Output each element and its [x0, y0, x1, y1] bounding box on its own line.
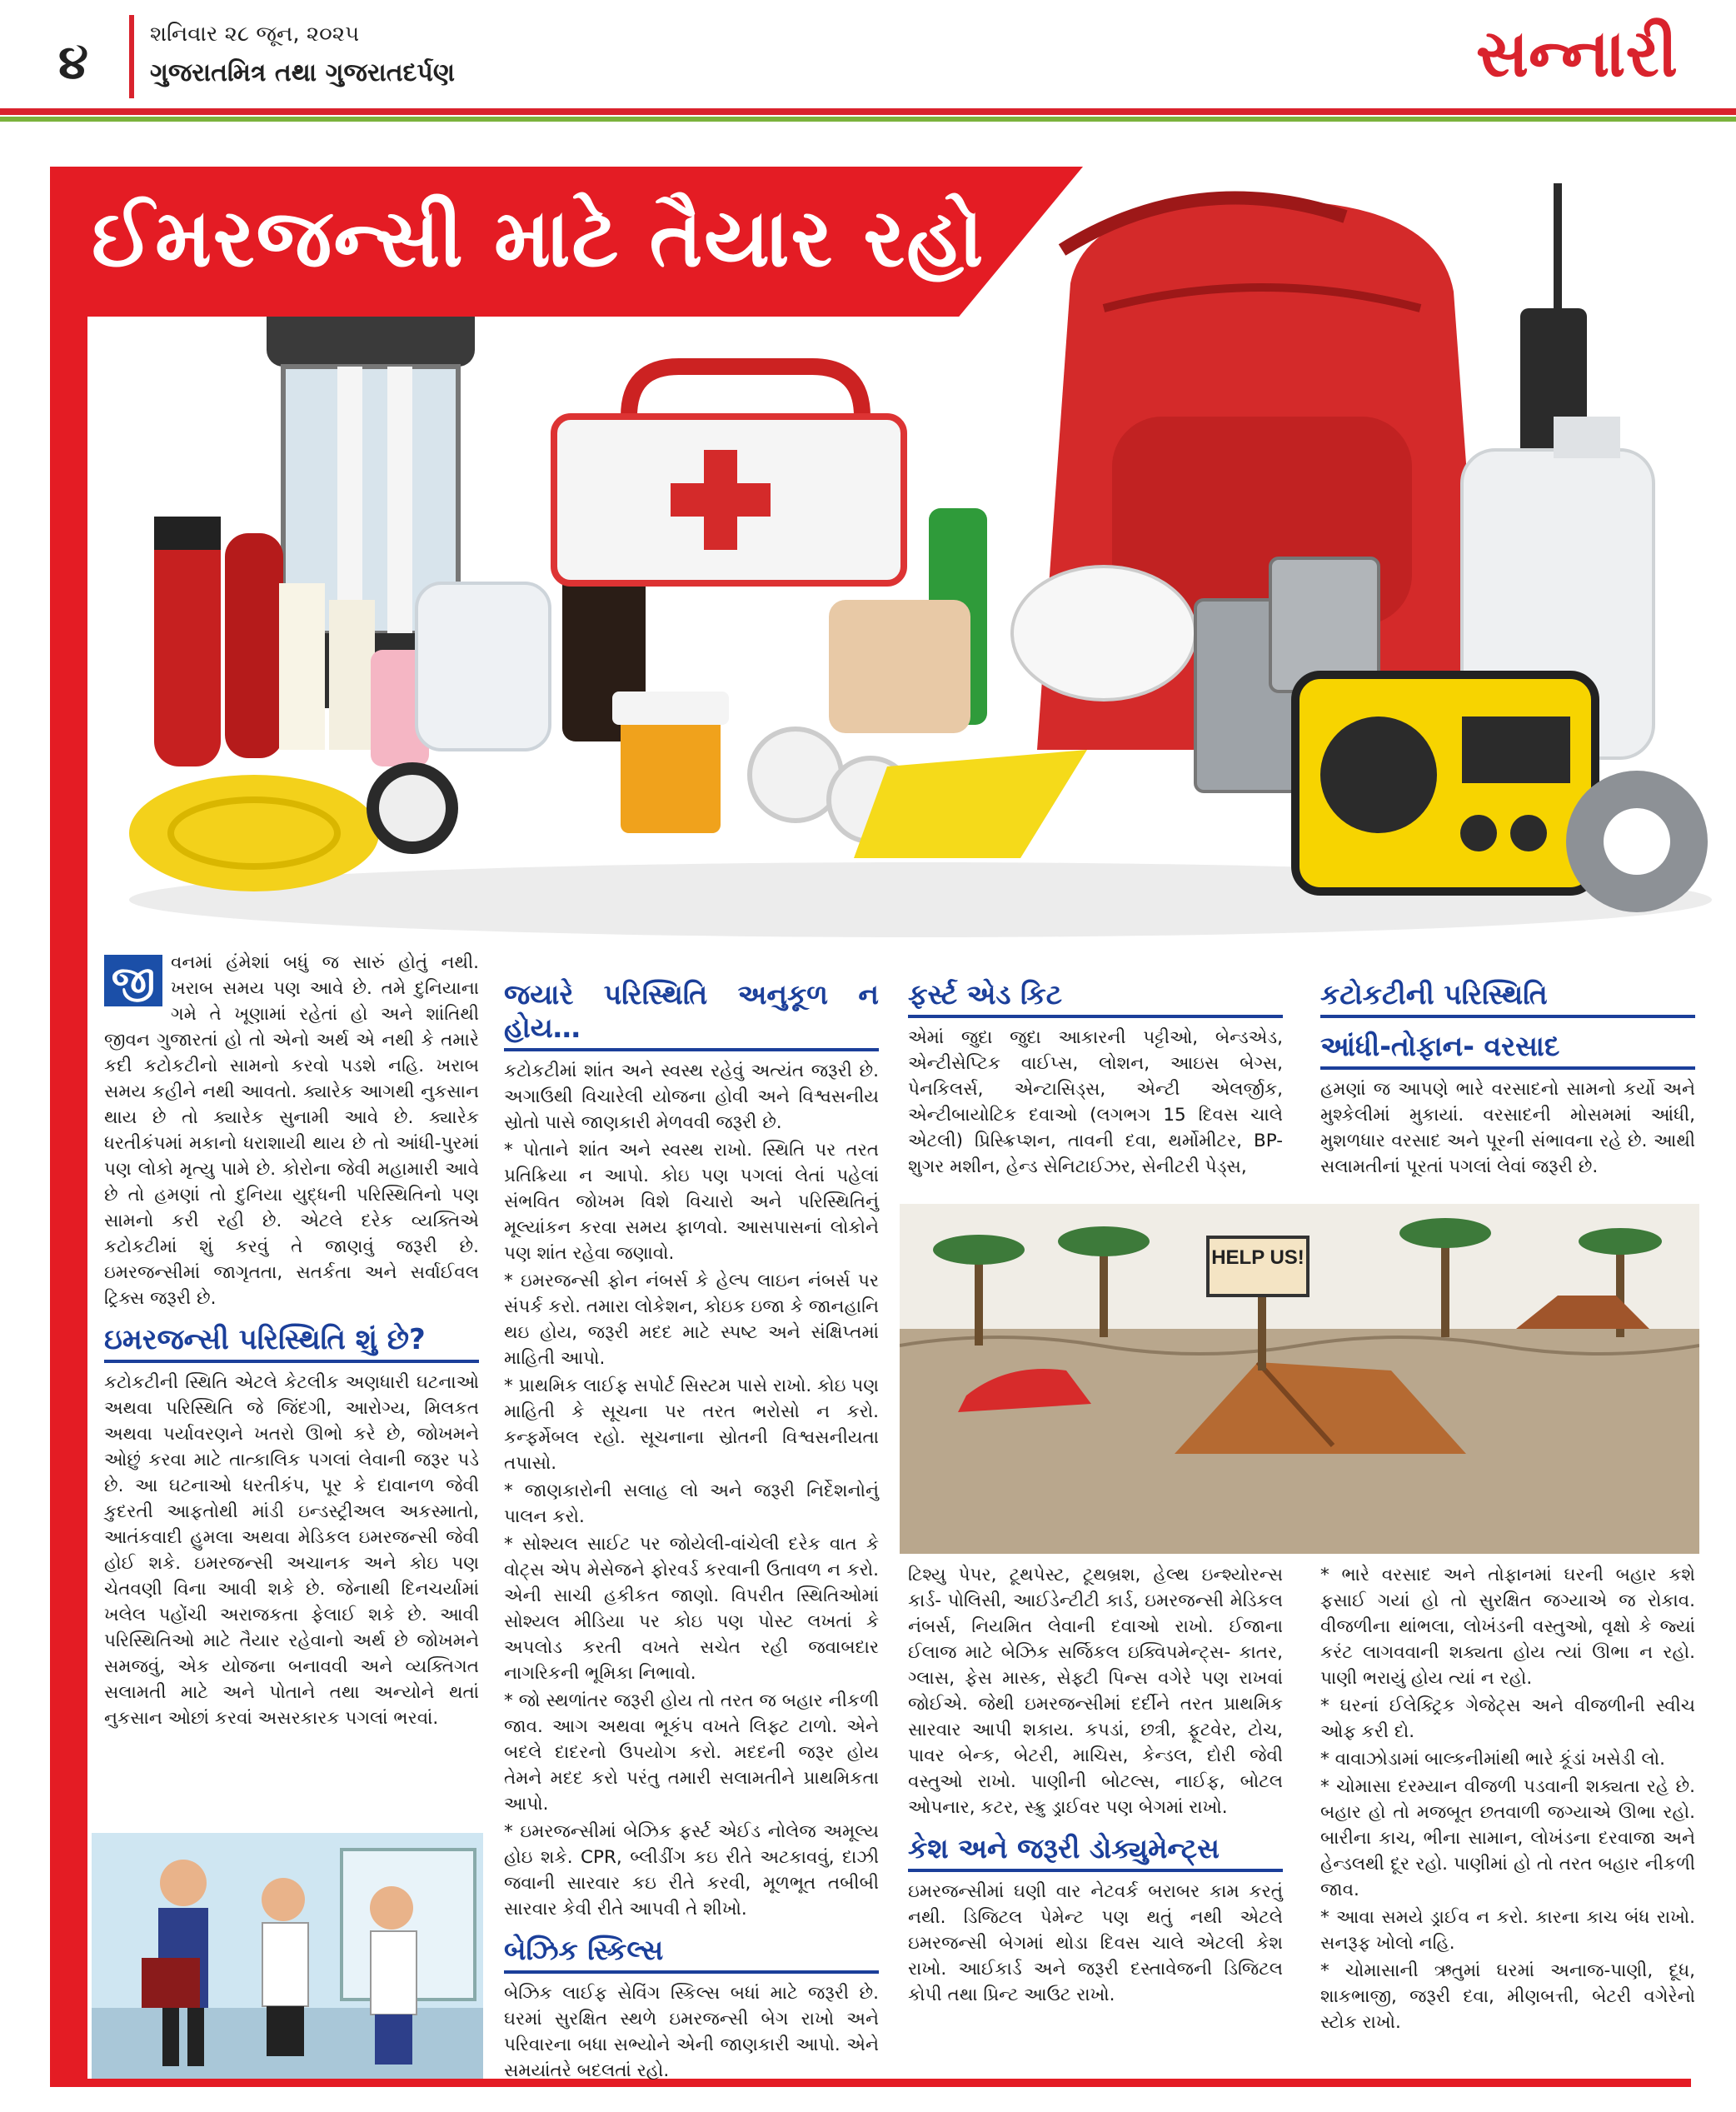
tip-paragraph: * વાવાઝોડામાં બાલ્કનીમાંથી ભારે કૂંડાં ખસેડી લો.: [1320, 1749, 1665, 1770]
candle-icon: [279, 583, 325, 750]
radio-icon: [1295, 675, 1595, 891]
red-frame-left: [50, 167, 87, 2083]
article-column-1: [104, 950, 479, 1733]
tip-paragraph: * જો સ્થળાંતર જરૂરી હોય તો તરત જ બહાર નીકળી જાવ. આગ અથવા ભૂકંપ વખતે લિફ્ટ ટાળો. એને બદલે દાદરનો ઉપયોગ કરો. મદદની જરૂર હોય તેમને મદદ કરો પરંતુ તમારી સલામતીને પ્રાથમિકતા આપો.: [504, 1690, 879, 1815]
subheading-crisis-situation: કટોકટીની પરિસ્થિતિ: [1320, 978, 1695, 1018]
page-number: ૪: [58, 33, 88, 90]
header-rule-green: [0, 117, 1736, 122]
water-jug-icon: [417, 583, 550, 750]
tip-paragraph: * પ્રાથમિક લાઈફ સપોર્ટ સિસ્ટમ પાસે રાખો. કોઇ પણ માહિતી કે સૂચના પર તરત ભરોસો ન કરો. કન્ફર્મેબલ રહો. સૂચનાના સ્રોતની વિશ્વસનીયતા તપાસો.: [504, 1376, 879, 1474]
tip-paragraph: * આવા સમયે ડ્રાઈવ ન કરો. કારના કાચ બંધ રાખો. સનરૂફ ખોલો નહિ.: [1320, 1907, 1695, 1954]
tip-paragraph: * ભારે વરસાદ અને તોફાનમાં ઘરની બહાર કશે ફસાઈ ગયાં હો તો સુરક્ષિત જગ્યાએ જ રોકાવ. વીજળીના થાંભલા, લોખંડની વસ્તુઓ, વૃક્ષો કે જ્યાં કરંટ લાગવવાની શક્યતા હોય ત્યાં ઊભા ન રહો. પાણી ભરાયું હોય ત્યાં ન રહો.: [1320, 1565, 1695, 1689]
body-paragraph: કટોકટીની સ્થિતિ એટલે કેટલીક અણધારી ઘટનાઓ અથવા પરિસ્થિતિ જે જિંદગી, આરોગ્ય, મિલકત અથવા પર્યાવરણને ખતરો ઊભો કરે છે, જોખમને ઓછું કરવા માટે તાત્કાલિક પગલાં લેવાની જરૂર પડે છે. આ ઘટનાઓ ધરતીકંપ, પૂર કે દાવાનળ જેવી કુદરતી આફતોથી માંડી ઇન્ડસ્ટ્રીઅલ અકસ્માતો, આતંકવાદી હુમલા અથવા મેડિકલ ઇમરજન્સી જેવી હોઈ શકે. ઇમરજન્સી અચાનક અને કોઇ પણ ચેતવણી વિના આવી શકે છે. જેનાથી દિનચર્યામાં ખલેલ પહોંચી અરાજકતા ફેલાઈ શકે છે. આવી પરિસ્થિતિઓ માટે તૈયાર રહેવાનો અર્થ છે જોખમને સમજવું, એક યોજના બનાવવી અને વ્યક્તિગત સલામતી માટે અને પોતાને તથા અન્યોને થતાં નુકસાન ઓછાં કરવાં અસરકારક પગલાં ભરવાં.: [104, 1372, 479, 1729]
subheading-first-aid-kit: ફર્સ્ટ એડ કિટ: [908, 978, 1283, 1018]
subheading-rule: [1320, 1066, 1695, 1070]
drop-cap: જી: [104, 955, 162, 1006]
tip-paragraph: * સોશ્યલ સાઈટ પર જોયેલી-વાંચેલી દરેક વાત કે વોટ્સ એપ મેસેજને ફોરવર્ડ કરવાની ઉતાવળ ન કરો. એની સાચી હકીકત જાણો. વિપરીત સ્થિતિઓમાં સોશ્યલ મીડિયા પર કોઇ પણ પોસ્ટ લખતાં કે અપલોડ કરતી વખતે સચેત રહી જવાબદાર નાગરિકની ભૂમિકા નિભાવો.: [504, 1534, 879, 1684]
subheading-storm-rain: આંધી-તોફાન- વરસાદ: [1320, 1030, 1695, 1070]
subheading-adverse-situation: જયારે પરિસ્થિતિ અનુકૂળ ન હોય…: [504, 978, 879, 1051]
issue-date: શનિવાર ૨૮ જૂન, ૨૦૨૫: [150, 22, 360, 47]
subheading-rule: [504, 1970, 879, 1974]
body-paragraph: હમણાં જ આપણે ભારે વરસાદનો સામનો કર્યો અને મુશ્કેલીમાં મુકાયાં. વરસાદની મોસમમાં આંધી, મુશળધાર વરસાદ અને પૂરની સંભાવના રહે છે. આથી સલામતીનાં પૂરતાં પગલાં લેવાં જરૂરી છે.: [1320, 1079, 1695, 1177]
tip-paragraph: * ઘરનાં ઈલેક્ટ્રિક ગેજેટ્સ અને વીજળીની સ્વીચ ઓફ કરી દો.: [1320, 1695, 1695, 1742]
help-sign-text: HELP US!: [1211, 1246, 1304, 1269]
candle-icon: [329, 600, 375, 750]
article-column-4: [1320, 966, 1695, 1181]
section-title: સન્નારી: [1475, 17, 1678, 92]
article-column-2: [504, 966, 879, 2085]
subheading-basic-skills: બેઝિક સ્કિલ્સ: [504, 1934, 879, 1974]
subheading-rule: [1320, 1015, 1695, 1018]
subheading-what-is-emergency: ઇમરજન્સી પરિસ્થિતિ શું છે?: [104, 1323, 479, 1363]
subheading-cash-documents: કેશ અને જરૂરી ડોક્યુમેન્ટ્સ: [908, 1832, 1283, 1872]
body-paragraph: બેઝિક લાઈફ સેવિંગ સ્કિલ્સ બધાં માટે જરૂરી છે. ઘરમાં સુરક્ષિત સ્થળે ઇમરજન્સી બેગ રાખો અને પરિવારના બધા સભ્યોને એની જાણકારી આપો. એને સમયાંતરે બદલતાં રહો.: [504, 1983, 879, 2081]
body-paragraph: ટિશ્યુ પેપર, ટૂથપેસ્ટ, ટૂથબ્રશ, હેલ્થ ઇન્શ્યોરન્સ કાર્ડ- પોલિસી, આઈડેન્ટીટી કાર્ડ, ઇમરજન્સી મેડિકલ નંબર્સ, નિયમિત લેવાની દવાઓ રાખો. ઈજાના ઈલાજ માટે બેઝિક સર્જિકલ ઇક્વિપમેન્ટ્સ- કાતર, ગ્લાસ, ફેસ માસ્ક, સેફ્ટી પિન્સ વગેરે પણ રાખવાં જોઈએ. જેથી ઇમરજન્સીમાં દર્દીને તરત પ્રાથમિક સારવાર આપી શકાય. કપડાં, છત્રી, ફૂટવેર, ટોચ, પાવર બેન્ક, બેટરી, માચિસ, કેન્ડલ, દોરી જેવી વસ્તુઓ રાખો. પાણીની બોટલ્સ, નાઈફ, બોટલ ઓપનાર, કટર, સ્ક્રુ ડ્રાઈવર પણ બેગમાં રાખો.: [908, 1565, 1283, 1818]
flashlight-icon: [154, 517, 221, 766]
article-column-3-continued: [908, 1562, 1283, 2010]
bandage-roll-icon: [829, 600, 970, 733]
person-icon: [370, 1886, 417, 2065]
header-rule-red: [0, 108, 1736, 115]
publication-names: ગુજરાતમિત્ર તથા ગુજરાતદર્પણ: [150, 58, 456, 87]
rope-icon: [129, 775, 379, 891]
subheading-rule: [504, 1048, 879, 1051]
tip-paragraph: * પોતાને શાંત અને સ્વસ્થ રાખો. સ્થિતિ પર તરત પ્રતિક્રિયા ન આપો. કોઇ પણ પગલાં લેતાં પહેલાં સંભવિત જોખમ વિશે વિચારો અને પરિસ્થિતિનું મૂલ્યાંકન કરવા સમય ફાળવો. આસપાસનાં લોકોને પણ શાંત રહેવા જણાવો.: [504, 1140, 879, 1264]
body-paragraph: ઇમરજન્સીમાં ઘણી વાર નેટવર્ક બરાબર કામ કરતું નથી. ડિજિટલ પેમેન્ટ પણ થતું નથી એટલે ઇમરજન્સી બેગમાં થોડા દિવસ ચાલે એટલી કેશ રાખો. આઈકાર્ડ અને જરૂરી દસ્તાવેજની ડિજિટલ કોપી તથા પ્રિન્ટ આઉટ રાખો.: [908, 1881, 1283, 2005]
flashlight-icon: [225, 533, 283, 758]
tip-paragraph: * ચોમાસાની ઋતુમાં ઘરમાં અનાજ-પાણી, દૂધ, શાકભાજી, જરૂરી દવા, મીણબત્તી, બેટરી વગેરેનો સ્ટોક રાખો.: [1320, 1960, 1695, 2033]
headline: ઈમરજન્સી માટે તૈયાર રહો: [92, 192, 985, 285]
article-column-3: [908, 966, 1283, 1181]
fleeing-office-workers-illustration: [92, 1833, 483, 2079]
person-icon: [262, 1878, 308, 2056]
tip-paragraph: * ચોમાસા દરમ્યાન વીજળી પડવાની શક્યતા રહે છે. બહાર હો તો મજબૂત છતવાળી જગ્યાએ ઊભા રહો. બારીના કાચ, ભીના સામાન, લોખંડના દરવાજા અને હેન્ડલથી દૂર રહો. પાણીમાં હો તો તરત બહાર નીકળી જાવ.: [1320, 1776, 1695, 1900]
tip-paragraph: * જાણકારોની સલાહ લો અને જરૂરી નિર્દેશનોનું પાલન કરો.: [504, 1480, 879, 1527]
tip-paragraph: કટોકટીમાં શાંત અને સ્વસ્થ રહેવું અત્યંત જરૂરી છે. અગાઉથી વિચારેલી યોજના હોવી અને વિશ્વસનીય સ્રોતો પાસે જાણકારી મેળવવી જરૂરી છે.: [504, 1061, 879, 1133]
face-mask-icon: [1012, 567, 1195, 700]
intro-paragraph: વનમાં હંમેશાં બધું જ સારું હોતું નથી. ખરાબ સમય પણ આવે છે. તમે દુનિયાના ગમે તે ખૂણામાં રહેતાં હો અને શાંતિથી જીવન ગુજારતાં હો તો એનો અર્થ એ નથી કે તમારે કદી કટોકટીનો સામનો કરવો પડશે નહિ. ખરાબ સમય કહીને નથી આવતો. ક્યારેક આગથી નુકસાન થાય છે તો ક્યારેક સુનામી આવે છે. ક્યારેક ધરતીકંપમાં મકાનો ધરાશાયી થાય છે તો આંધી-પુરમાં પણ લોકો મૃત્યુ પામે છે. કોરોના જેવી મહામારી આવે છે તો હમણાં તો દુનિયા યુદ્ધની પરિસ્થિતિનો પણ સામનો કરી રહી છે. એટલે દરેક વ્યક્તિએ કટોકટીમાં શું કરવું તે જાણવું જરૂરી છે. ઇમરજન્સીમાં જાગૃતતા, સતર્કતા અને સર્વાઈવલ ટ્રિક્સ જરૂરી છે.: [104, 952, 479, 1309]
article-column-4-continued: [1320, 1562, 1695, 2037]
subheading-rule: [908, 1869, 1283, 1872]
subheading-rule: [104, 1360, 479, 1363]
tip-paragraph: * ઇમરજન્સી ફોન નંબર્સ કે હેલ્પ લાઇન નંબર્સ પર સંપર્ક કરો. તમારા લોકેશન, કોઇક ઇજા કે જાનહાનિ થઇ હોય, જરૂરી મદદ માટે સ્પષ્ટ અને સંક્ષિપ્તમાં માહિતી આપો.: [504, 1271, 879, 1369]
tip-paragraph: * ઇમરજન્સીમાં બેઝિક ફર્સ્ટ એઈડ નોલેજ અમૂલ્ય હોઇ શકે. CPR, બ્લીડીંગ કઇ રીતે અટકાવવું, દાઝી જવાની સારવાર કઇ રીતે કરવી, મૂળભૂત તબીબી સારવાર કેવી રીતે આપવી તે શીખો.: [504, 1821, 879, 1920]
subheading-rule: [908, 1015, 1283, 1018]
flood-illustration: [900, 1204, 1699, 1554]
body-paragraph: એમાં જુદા જુદા આકારની પટ્ટીઓ, બેન્ડએડ, એન્ટીસેપ્ટિક વાઈપ્સ, લોશન, આઇસ બેગ્સ, પેનકિલર્સ, એન્ટાસિડ્સ, એન્ટી એલર્જીક, એન્ટીબાયોટિક દવાઓ (લગભગ 15 દિવસ ચાલે એટલી) પ્રિસ્ક્રિપ્શન, તાવની દવા, થર્મોમીટર, BP-શુગર મશીન, હેન્ડ સેનિટાઈઝર, સેનીટરી પેડ્સ,: [908, 1027, 1283, 1177]
header-divider: [129, 15, 134, 98]
pill-bottle-icon: [621, 708, 721, 833]
